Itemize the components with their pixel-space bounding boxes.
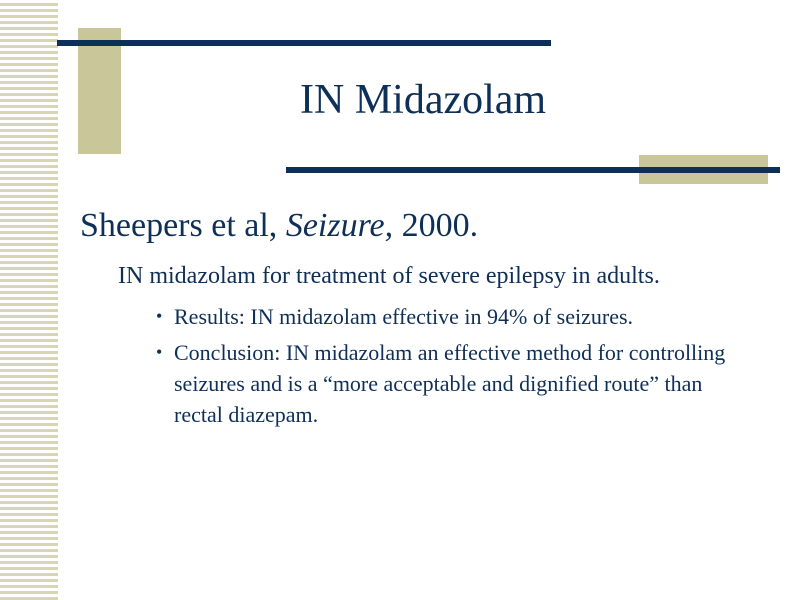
reference-authors: Sheepers et al,: [80, 207, 278, 244]
reference-line: [80, 205, 760, 247]
title-rule-bottom: [286, 167, 780, 173]
list-item-results: [156, 301, 736, 332]
reference-year: 2000.: [401, 207, 479, 244]
slide-title: IN Midazolam: [300, 77, 547, 123]
slide-body: [80, 205, 760, 435]
list-item-conclusion: [156, 337, 736, 430]
study-description: IN midazolam for treatment of severe epilepsy in adults.: [118, 263, 660, 289]
accent-block-top: [78, 28, 121, 154]
conclusion-text: Conclusion: IN midazolam an effective method for controlling seizures and is a “more acceptable and dignified route” than rectal diazepam.: [174, 340, 726, 427]
bullet-icon: •: [156, 306, 163, 326]
decorative-stripe-band: [0, 0, 58, 600]
bullet-icon: •: [156, 342, 163, 362]
reference-journal: Seizure,: [285, 207, 394, 244]
title-rule-top: [57, 40, 551, 46]
results-text: Results: IN midazolam effective in 94% of seizures.: [174, 304, 634, 329]
findings-list: [156, 301, 736, 430]
